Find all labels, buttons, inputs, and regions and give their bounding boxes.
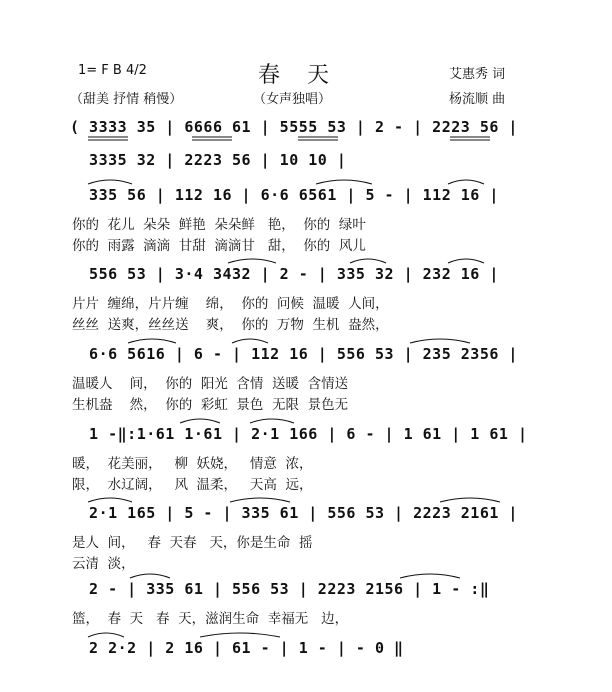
tempo-style: （甜美 抒情 稍慢） [70, 92, 183, 107]
lyric-line-5-verse-1: 温暖人 间， 你的 阳光 含情 送暖 含情送 [72, 376, 349, 392]
lyric-line-4-verse-1: 片片 缠绵，片片缠 绵， 你的 问候 温暖 人间， [72, 296, 389, 312]
notation-line-7: 2·1 165 | 5 - | 335 61 | 556 53 | 2223 2161 | [70, 504, 518, 522]
lyric-line-3-verse-2: 你的 雨露 滴滴 甘甜 滴滴甘 甜， 你的 风儿 [72, 238, 366, 254]
notation-line-6: 1 -‖:1·61 1·61 | 2·1 166 | 6 - | 1 61 | 1 61 | [70, 425, 528, 443]
song-title: 春 天 [258, 63, 339, 88]
lyric-line-7-verse-1: 是人 间， 春 天春 天，你是生命 摇 [72, 535, 313, 551]
lyric-line-7-verse-2: 云清 淡， [72, 556, 135, 572]
lyric-line-6-verse-2: 限， 水辽阔， 风 温柔， 天高 远， [72, 477, 313, 493]
composer: 杨流顺 曲 [449, 92, 506, 107]
lyric-line-4-verse-2: 丝丝 送爽，丝丝送 爽， 你的 万物 生机 盎然， [72, 317, 389, 333]
notation-line-3: 335 56 | 112 16 | 6·6 6561 | 5 - | 112 16 | [70, 186, 499, 204]
notation-line-9: 2 2·2 | 2 16 | 61 - | 1 - | - 0 ‖ [70, 639, 404, 657]
notation-line-1: ( 3333 35 | 6666 61 | 5555 53 | 2 - | 2223 56 | [70, 118, 518, 136]
key-signature: 1= F B 4/2 [78, 63, 147, 78]
notation-line-8: 2 - | 335 61 | 556 53 | 2223 2156 | 1 - :‖ [70, 580, 490, 598]
song-subtitle: （女声独唱） [253, 92, 332, 107]
lyric-line-8-verse-1: 篮， 春 天 春 天，滋润生命 幸福无 边， [72, 611, 349, 627]
lyricist: 艾惠秀 词 [449, 67, 506, 82]
notation-line-2: 3335 32 | 2223 56 | 10 10 | [70, 151, 347, 169]
lyric-line-5-verse-2: 生机盎 然， 你的 彩虹 景色 无限 景色无 [72, 397, 349, 413]
lyric-line-6-verse-1: 暖， 花美丽， 柳 妖娆， 情意 浓， [72, 456, 313, 472]
notation-line-4: 556 53 | 3·4 3432 | 2 - | 335 32 | 232 16 | [70, 265, 499, 283]
lyric-line-3-verse-1: 你的 花儿 朵朵 鲜艳 朵朵鲜 艳， 你的 绿叶 [72, 217, 366, 233]
notation-line-5: 6·6 5616 | 6 - | 112 16 | 556 53 | 235 2356 | [70, 345, 518, 363]
